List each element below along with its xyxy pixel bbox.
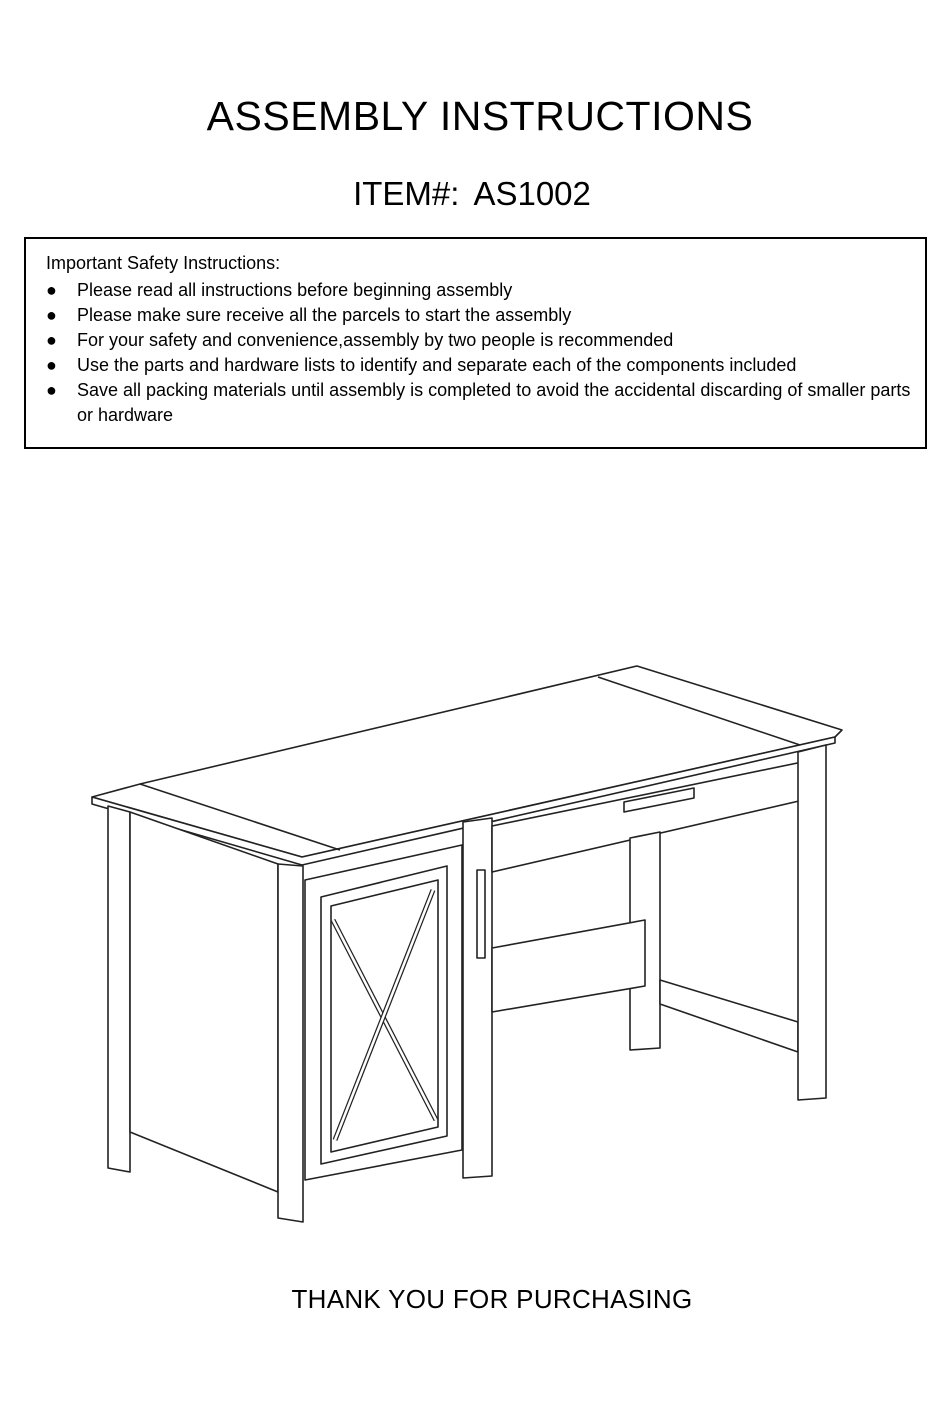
front-stretcher (492, 920, 645, 1012)
front-right-leg (798, 745, 826, 1100)
bullet-icon: ● (46, 280, 57, 300)
thank-you-text: THANK YOU FOR PURCHASING (291, 1284, 693, 1314)
safety-item-text: Please make sure receive all the parcels to start the assembly (77, 305, 572, 325)
bullet-icon: ● (46, 330, 57, 350)
door-handle-icon (477, 870, 485, 958)
safety-item-text: For your safety and convenience,assembly by two people is recommended (77, 330, 674, 350)
bullet-icon: ● (46, 380, 57, 400)
bullet-icon: ● (46, 355, 57, 375)
safety-item-text: Use the parts and hardware lists to identify and separate each of the components included (77, 355, 797, 375)
safety-heading: Important Safety Instructions: (46, 253, 281, 273)
safety-item-text: Please read all instructions before beginning assembly (77, 280, 513, 300)
item-label: ITEM#: (353, 175, 460, 212)
document-title: ASSEMBLY INSTRUCTIONS (206, 93, 754, 139)
side-panel (130, 812, 278, 1192)
bullet-icon: ● (46, 305, 57, 325)
item-code: AS1002 (473, 175, 591, 212)
back-stretcher (660, 980, 798, 1052)
safety-item-text: Save all packing materials until assembly is completed to avoid the accidental discarding of smaller parts or hardware (77, 380, 911, 425)
front-left-leg (278, 864, 303, 1222)
back-left-leg (108, 806, 130, 1172)
